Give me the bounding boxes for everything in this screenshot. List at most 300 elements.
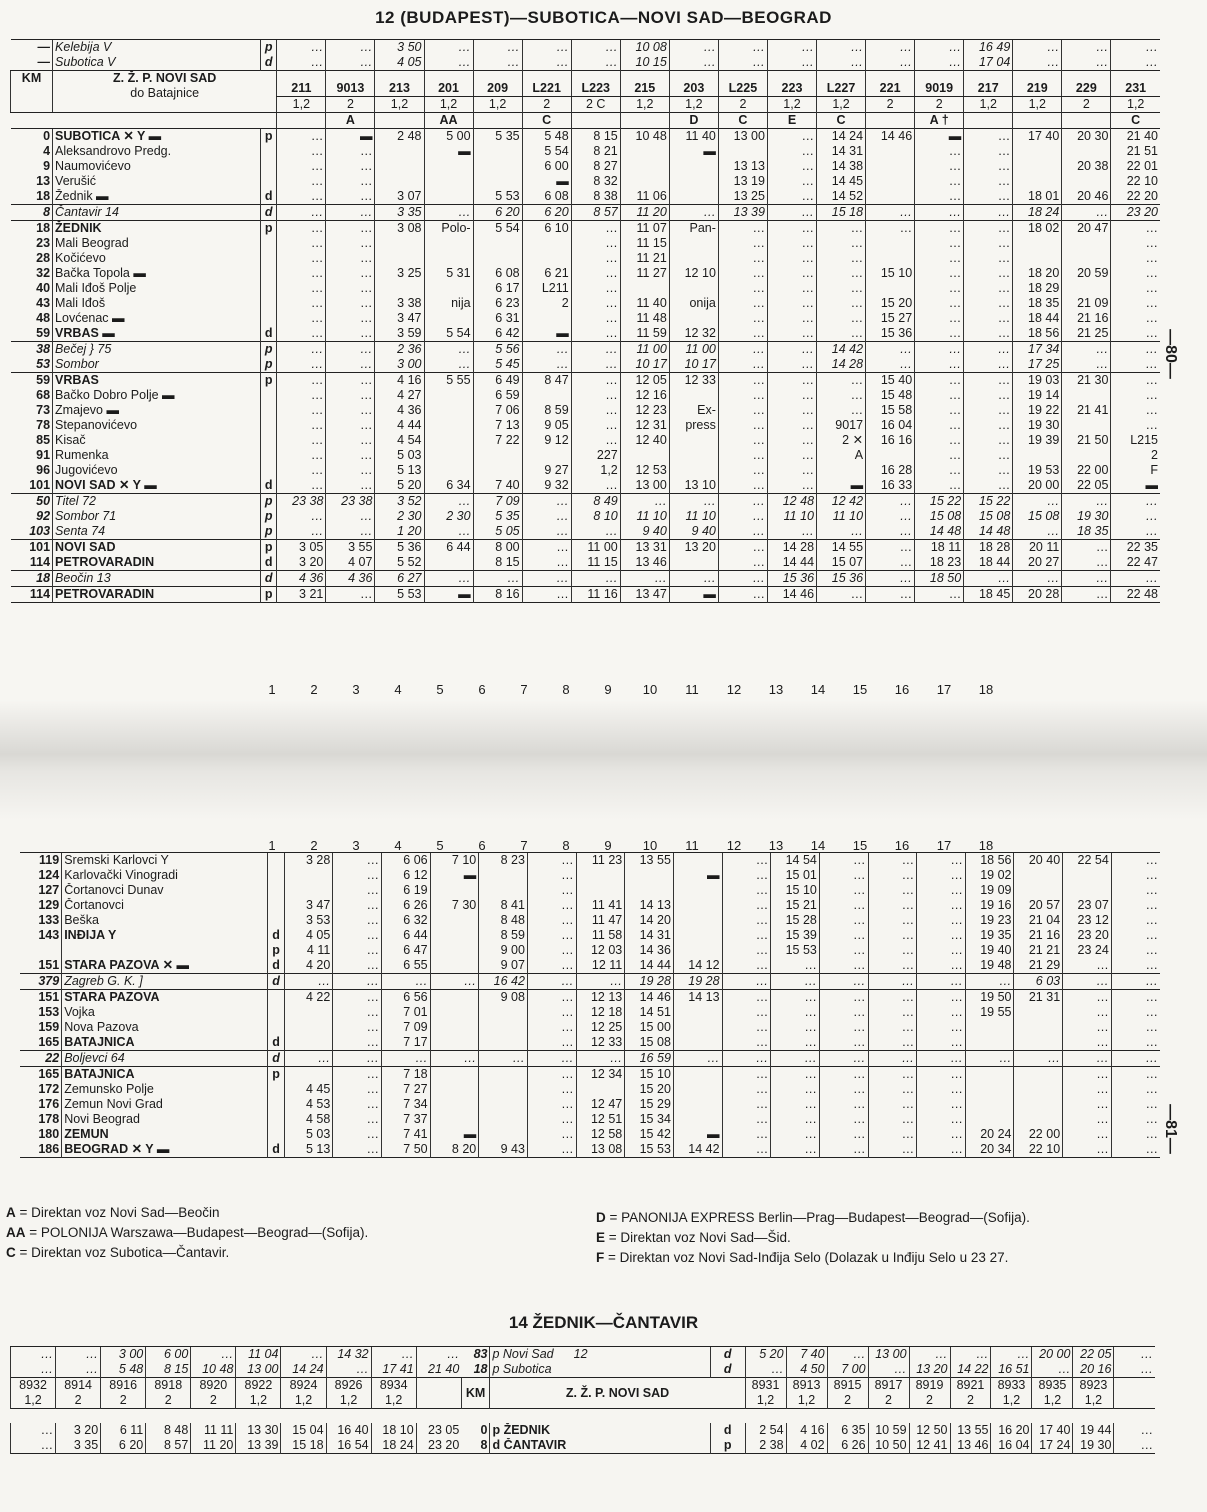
station-row	[11, 281, 1161, 296]
time-cell: …	[964, 478, 1013, 494]
time-cell: …	[915, 174, 964, 189]
train-class: 1,2	[11, 1393, 56, 1409]
time-cell	[673, 1035, 722, 1051]
km-cell: 114	[11, 587, 53, 603]
time-cell	[965, 1067, 1014, 1083]
arr-dep-mark	[268, 883, 284, 898]
time-cell: 12 58	[576, 1127, 625, 1142]
time-cell: …	[277, 357, 326, 373]
station-row	[20, 1142, 1160, 1158]
time-cell: 3 55	[326, 540, 375, 556]
time-cell: …	[771, 1142, 820, 1158]
column-number: 2	[310, 682, 318, 697]
time-cell: 3 05	[277, 540, 326, 556]
time-cell: …	[767, 174, 816, 189]
time-cell: 12 23	[620, 403, 669, 418]
time-cell: …	[964, 571, 1013, 587]
time-cell: 16 04	[866, 418, 915, 433]
time-cell: …	[277, 509, 326, 524]
time-cell: …	[1111, 1005, 1160, 1020]
time-cell: 18 01	[1013, 189, 1062, 205]
time-cell: …	[527, 853, 576, 869]
time-cell: …	[333, 853, 382, 869]
time-cell: …	[718, 555, 767, 571]
arr-dep-mark	[260, 296, 276, 311]
time-cell: 17 25	[1013, 357, 1062, 373]
time-cell: …	[964, 403, 1013, 418]
time-cell: …	[430, 1051, 479, 1067]
time-cell: …	[1111, 221, 1160, 237]
time-cell: …	[917, 853, 966, 869]
time-cell: …	[718, 524, 767, 540]
time-cell: …	[868, 1112, 917, 1127]
time-cell: …	[718, 357, 767, 373]
time-cell: …	[817, 403, 866, 418]
time-cell	[479, 1020, 528, 1035]
column-numbers-top	[0, 682, 1207, 698]
time-cell: 21 04	[1014, 913, 1063, 928]
time-cell: …	[1063, 1082, 1112, 1097]
time-cell: 19 44	[1073, 1423, 1114, 1438]
time-cell: …	[817, 40, 866, 56]
time-cell: …	[1111, 1051, 1160, 1067]
time-cell: …	[326, 388, 375, 403]
time-cell: 12 25	[576, 1020, 625, 1035]
time-cell	[1062, 418, 1111, 433]
time-cell: 8 15	[146, 1362, 191, 1378]
time-cell: …	[522, 571, 571, 587]
time-cell: …	[326, 587, 375, 603]
km-cell: 176	[38, 1097, 60, 1111]
time-cell: …	[868, 1362, 909, 1378]
train-number: 9019	[915, 71, 964, 97]
time-cell	[1062, 388, 1111, 403]
train-note	[1062, 113, 1111, 129]
column-number: 17	[936, 838, 952, 853]
time-cell	[473, 251, 522, 266]
time-cell: …	[576, 974, 625, 990]
train-number: 8921	[950, 1378, 991, 1394]
time-cell: 3 35	[56, 1438, 101, 1454]
time-cell: 5 52	[375, 555, 424, 571]
time-cell: 13 00	[868, 1347, 909, 1363]
time-cell: 4 44	[375, 418, 424, 433]
time-cell: 15 39	[771, 928, 820, 943]
train-class: 2	[101, 1393, 146, 1409]
km-cell: 180	[38, 1127, 60, 1141]
legend-text: = POLONIJA Warszawa—Budapest—Beograd—(Sofija).	[29, 1225, 369, 1240]
time-cell: …	[722, 943, 771, 958]
time-cell: …	[1111, 898, 1160, 913]
time-cell	[669, 555, 718, 571]
time-cell: 4 58	[284, 1112, 333, 1127]
time-cell: …	[424, 55, 473, 71]
time-cell: …	[917, 898, 966, 913]
column-number: 15	[852, 838, 868, 853]
time-cell: …	[866, 342, 915, 358]
time-cell: 15 10	[866, 266, 915, 281]
time-cell: …	[866, 555, 915, 571]
km-cell: 85	[36, 433, 51, 447]
time-cell: A	[817, 448, 866, 463]
station-row	[11, 1438, 1156, 1454]
time-cell: 8 59	[479, 928, 528, 943]
time-cell: 4 36	[375, 403, 424, 418]
time-cell: 23 07	[1063, 898, 1112, 913]
time-cell: …	[571, 418, 620, 433]
time-cell: …	[11, 1347, 56, 1363]
connection-row	[11, 571, 1161, 587]
time-cell: ▬	[522, 326, 571, 342]
arr-dep-mark: d	[710, 1423, 745, 1438]
time-cell: 16 51	[991, 1362, 1032, 1378]
time-cell: …	[333, 958, 382, 974]
column-number: 9	[604, 838, 612, 853]
time-cell: 7 00	[827, 1362, 868, 1378]
time-cell: …	[767, 205, 816, 221]
station-name: Rumenka	[53, 448, 261, 463]
time-cell: …	[620, 571, 669, 587]
time-cell: …	[527, 958, 576, 974]
time-cell: …	[277, 129, 326, 145]
time-cell: …	[326, 281, 375, 296]
time-cell: …	[767, 129, 816, 145]
time-cell: …	[1111, 990, 1160, 1006]
time-cell: …	[718, 281, 767, 296]
time-cell: 21 16	[1062, 311, 1111, 326]
company-header: Z. Ž. P. NOVI SAD	[490, 1378, 745, 1409]
arr-dep-mark	[268, 853, 284, 869]
time-cell	[669, 433, 718, 448]
time-cell: 3 21	[277, 587, 326, 603]
time-cell: 15 08	[1013, 509, 1062, 524]
time-cell: …	[277, 388, 326, 403]
train-class: 1,2	[745, 1393, 786, 1409]
time-cell: 15 48	[866, 388, 915, 403]
time-cell: 8 20	[430, 1142, 479, 1158]
time-cell: …	[571, 281, 620, 296]
time-cell	[473, 236, 522, 251]
time-cell: 18 35	[1062, 524, 1111, 540]
arr-dep-mark: d	[260, 478, 276, 494]
time-cell	[669, 388, 718, 403]
time-cell: 20 34	[965, 1142, 1014, 1158]
time-cell: …	[527, 928, 576, 943]
time-cell: 14 51	[625, 1005, 674, 1020]
time-cell: 7 50	[381, 1142, 430, 1158]
train-number: 9013	[326, 71, 375, 97]
time-cell: …	[868, 974, 917, 990]
time-cell: 13 31	[620, 540, 669, 556]
time-cell: 19 23	[965, 913, 1014, 928]
time-cell: …	[333, 1067, 382, 1083]
arr-dep-mark: d	[260, 326, 276, 342]
time-cell: …	[277, 189, 326, 205]
time-cell: ▬	[424, 144, 473, 159]
time-cell	[1014, 1020, 1063, 1035]
time-cell: 18 56	[965, 853, 1014, 869]
time-cell: 19 16	[965, 898, 1014, 913]
time-cell: 14 42	[817, 342, 866, 358]
time-cell: …	[917, 1142, 966, 1158]
train-number: 223	[767, 71, 816, 97]
time-cell	[424, 448, 473, 463]
time-cell: …	[522, 40, 571, 56]
station-row	[11, 540, 1161, 556]
time-cell: 14 24	[817, 129, 866, 145]
time-cell: 12 31	[620, 418, 669, 433]
time-cell: …	[571, 55, 620, 71]
station-name: PETROVARADIN	[53, 587, 261, 603]
train-number: 8913	[786, 1378, 827, 1394]
time-cell: …	[571, 326, 620, 342]
train-class: 1,2	[991, 1393, 1032, 1409]
station-name: Mali Iđoš Polje	[53, 281, 261, 296]
timetable-12-bottom	[20, 852, 1160, 1159]
train-number: L225	[718, 71, 767, 97]
station-name: Verušić	[53, 174, 261, 189]
time-cell: 6 20	[101, 1438, 146, 1454]
time-cell: 2 30	[424, 509, 473, 524]
time-cell: Polo-	[424, 221, 473, 237]
time-cell: …	[522, 540, 571, 556]
station-name: Sombor	[53, 357, 261, 373]
train-note: A	[326, 113, 375, 129]
arr-dep-mark: d	[710, 1362, 745, 1378]
time-cell: 18 35	[1013, 296, 1062, 311]
km-cell: 159	[38, 1020, 60, 1034]
time-cell: …	[1111, 1097, 1160, 1112]
time-cell: 20 57	[1014, 898, 1063, 913]
station-row	[11, 311, 1161, 326]
station-name: NOVI SAD	[53, 540, 261, 556]
time-cell: 13 20	[669, 540, 718, 556]
time-cell	[673, 1082, 722, 1097]
train-class: 1,2	[964, 97, 1013, 113]
time-cell: …	[771, 1127, 820, 1142]
time-cell: …	[326, 251, 375, 266]
time-cell: 14 13	[625, 898, 674, 913]
time-cell: …	[326, 403, 375, 418]
time-cell: ▬	[430, 868, 479, 883]
train-class: 1,2	[326, 1393, 371, 1409]
time-cell: 11 10	[669, 509, 718, 524]
icon-row	[11, 1409, 1156, 1424]
column-number: 2	[310, 838, 318, 853]
time-cell: …	[866, 524, 915, 540]
rule	[11, 603, 1161, 605]
time-cell: …	[333, 990, 382, 1006]
station-name: d ČANTAVIR	[490, 1438, 710, 1454]
time-cell: …	[326, 236, 375, 251]
time-cell: 19 03	[1013, 373, 1062, 389]
arr-dep-mark	[260, 251, 276, 266]
time-cell: 15 04	[281, 1423, 326, 1438]
arr-dep-mark	[260, 266, 276, 281]
train-class: 1,2	[669, 97, 718, 113]
time-cell: 10 17	[620, 357, 669, 373]
km-cell: 4	[43, 144, 51, 158]
train-number: 8915	[827, 1378, 868, 1394]
time-cell: 3 07	[375, 189, 424, 205]
table-bottom-rule	[20, 1158, 1160, 1160]
time-cell: 14 44	[625, 958, 674, 974]
time-cell: 14 22	[950, 1362, 991, 1378]
km-cell: 124	[38, 868, 60, 882]
time-cell: …	[1111, 974, 1160, 990]
time-cell	[473, 174, 522, 189]
timetable-12-title: 12 (BUDAPEST)—SUBOTICA—NOVI SAD—BEOGRAD	[375, 8, 832, 27]
time-cell: 8 38	[571, 189, 620, 205]
station-row	[20, 1082, 1160, 1097]
time-cell: 6 21	[522, 266, 571, 281]
time-cell: …	[767, 159, 816, 174]
time-cell: …	[868, 1067, 917, 1083]
time-cell: 13 39	[236, 1438, 281, 1454]
time-cell: …	[819, 1067, 868, 1083]
time-cell: 20 28	[1013, 587, 1062, 603]
time-cell: 16 59	[625, 1051, 674, 1067]
column-number: 3	[352, 682, 360, 697]
time-cell	[284, 883, 333, 898]
time-cell: 8 48	[479, 913, 528, 928]
time-cell: …	[767, 342, 816, 358]
time-cell: …	[326, 311, 375, 326]
time-cell: …	[333, 1005, 382, 1020]
train-class: 1,2	[1111, 97, 1160, 113]
time-cell	[576, 883, 625, 898]
time-cell: …	[964, 236, 1013, 251]
time-cell: …	[424, 342, 473, 358]
time-cell: ▬	[424, 587, 473, 603]
km-cell: 151	[38, 958, 60, 972]
time-cell: …	[333, 1020, 382, 1035]
km-cell: 40	[36, 281, 51, 295]
time-cell: …	[1063, 1051, 1112, 1067]
km-cell: 18	[11, 571, 53, 587]
time-cell: …	[767, 40, 816, 56]
time-cell: …	[718, 55, 767, 71]
column-number: 15	[852, 682, 868, 697]
column-number: 9	[604, 682, 612, 697]
arr-dep-mark	[268, 1097, 284, 1112]
time-cell: …	[1013, 40, 1062, 56]
km-cell: 153	[38, 1005, 60, 1019]
time-cell	[673, 1097, 722, 1112]
time-cell	[1013, 236, 1062, 251]
time-cell: …	[571, 221, 620, 237]
station-name: Bačko Dobro Polje ▬	[53, 388, 261, 403]
time-cell: …	[333, 928, 382, 943]
arr-dep-mark: p	[710, 1438, 745, 1454]
time-cell: 6 00	[146, 1347, 191, 1363]
time-cell: 15 08	[964, 509, 1013, 524]
time-cell: …	[819, 1097, 868, 1112]
time-cell: 9 08	[479, 990, 528, 1006]
km-cell: 127	[38, 883, 60, 897]
time-cell: …	[767, 221, 816, 237]
time-cell: 12 05	[620, 373, 669, 389]
time-cell: …	[424, 524, 473, 540]
time-cell: …	[416, 1347, 461, 1363]
column-number: 12	[726, 838, 742, 853]
time-cell: …	[819, 1051, 868, 1067]
arr-dep-mark: d	[268, 974, 284, 990]
train-number: 8918	[146, 1378, 191, 1394]
legend-entry	[6, 1243, 566, 1263]
train-class: 1,2	[786, 1393, 827, 1409]
time-cell	[673, 943, 722, 958]
time-cell: 3 35	[375, 205, 424, 221]
time-cell: …	[722, 868, 771, 883]
time-cell: …	[964, 388, 1013, 403]
time-cell: 19 55	[965, 1005, 1014, 1020]
time-cell: …	[991, 1347, 1032, 1363]
time-cell: …	[326, 448, 375, 463]
train-number: 8919	[909, 1378, 950, 1394]
time-cell: …	[915, 373, 964, 389]
time-cell: …	[964, 342, 1013, 358]
connection-row	[11, 357, 1161, 373]
pre-row	[11, 40, 1161, 56]
time-cell: 22 10	[1014, 1142, 1063, 1158]
time-cell	[1013, 174, 1062, 189]
time-cell	[1014, 1035, 1063, 1051]
time-cell: …	[915, 478, 964, 494]
time-cell: …	[326, 40, 375, 56]
station-row	[11, 433, 1161, 448]
time-cell: 10 48	[620, 129, 669, 145]
time-cell: …	[915, 40, 964, 56]
time-cell: 10 48	[191, 1362, 236, 1378]
time-cell: …	[917, 990, 966, 1006]
time-cell: 21 30	[1062, 373, 1111, 389]
time-cell	[424, 418, 473, 433]
time-cell: …	[722, 990, 771, 1006]
time-cell	[430, 1112, 479, 1127]
column-number: 16	[894, 838, 910, 853]
train-class: 1,2	[375, 97, 424, 113]
time-cell: …	[1111, 281, 1160, 296]
time-cell: 14 36	[625, 943, 674, 958]
time-cell: 17 34	[1013, 342, 1062, 358]
legend-key: C	[6, 1245, 16, 1260]
time-cell: …	[866, 587, 915, 603]
time-cell: …	[827, 1347, 868, 1363]
time-cell: …	[522, 342, 571, 358]
timetable-12-top	[10, 39, 1160, 604]
time-cell: 15 21	[771, 898, 820, 913]
time-cell: …	[571, 433, 620, 448]
time-cell: 5 00	[424, 129, 473, 145]
time-cell: …	[915, 159, 964, 174]
time-cell: …	[1111, 943, 1160, 958]
time-cell: …	[333, 1142, 382, 1158]
time-cell: …	[868, 1020, 917, 1035]
time-cell: …	[819, 943, 868, 958]
station-name: Čortanovci	[62, 898, 268, 913]
time-cell: …	[718, 342, 767, 358]
time-cell: 8 48	[146, 1423, 191, 1438]
time-cell: …	[56, 1347, 101, 1363]
time-cell	[430, 1067, 479, 1083]
time-cell: 12 40	[620, 433, 669, 448]
time-cell: 14 46	[625, 990, 674, 1006]
time-cell	[625, 868, 674, 883]
time-cell: …	[277, 144, 326, 159]
time-cell: …	[817, 311, 866, 326]
station-row	[20, 990, 1160, 1006]
